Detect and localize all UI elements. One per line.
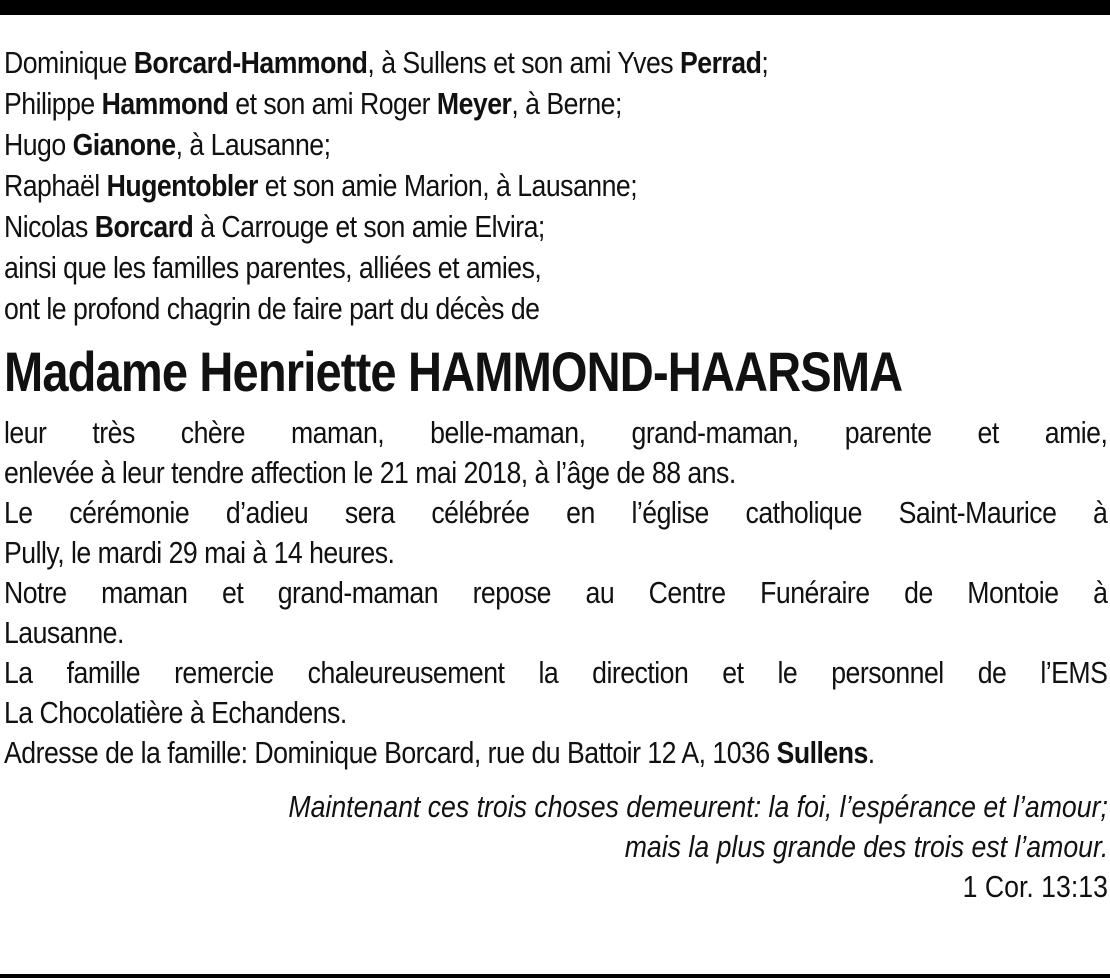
family-text: , à Sullens et son ami Yves: [367, 45, 680, 80]
family-text: à Carrouge et son amie Elvira;: [193, 209, 545, 244]
family-text: ;: [761, 45, 769, 80]
address-text: Adresse de la famille: Dominique Borcard, rue du Battoir 12 A, 1036: [4, 735, 777, 770]
family-line: [4, 42, 1079, 83]
surname: Borcard-Hammond: [133, 45, 368, 80]
quote-reference: 1 Cor. 13:13: [962, 869, 1108, 904]
body-line: Le cérémonie d’adieu sera célébrée en l’église catholique Saint-Maurice à: [4, 495, 1108, 530]
family-line: [4, 288, 1079, 329]
family-text: ont le profond chagrin de faire part du décès de: [4, 291, 540, 326]
family-text: Dominique: [4, 45, 134, 80]
family-line: [4, 124, 1079, 165]
deceased-name: Madame Henriette HAMMOND-HAARSMA: [4, 340, 903, 403]
family-line: [4, 247, 1079, 288]
family-text: Raphaël: [4, 168, 107, 203]
body-line: Notre maman et grand-maman repose au Centre Funéraire de Montoie à: [4, 575, 1108, 610]
surname: Borcard: [94, 209, 194, 244]
family-text: Philippe: [4, 86, 102, 121]
family-list: [4, 42, 1108, 329]
quote-line: mais la plus grande des trois est l’amour.: [624, 829, 1108, 864]
surname: Gianone: [72, 127, 176, 162]
surname: Meyer: [436, 86, 512, 121]
family-text: ainsi que les familles parentes, alliées et amies,: [4, 250, 542, 285]
surname: Hammond: [101, 86, 229, 121]
body-line: leur très chère maman, belle-maman, grand-maman, parente et amie,: [4, 415, 1108, 450]
surname: Hugentobler: [106, 168, 258, 203]
family-text: , à Berne;: [511, 86, 622, 121]
surname: Perrad: [679, 45, 762, 80]
family-text: Nicolas: [4, 209, 95, 244]
family-line: [4, 206, 1079, 247]
family-address: [4, 733, 1107, 773]
body-line: La famille remercie chaleureusement la direction et le personnel de l’EMS: [4, 655, 1108, 690]
body-line: Pully, le mardi 29 mai à 14 heures.: [4, 535, 395, 570]
family-text: et son amie Marion, à Lausanne;: [257, 168, 638, 203]
quote-line: Maintenant ces trois choses demeurent: la foi, l’espérance et l’amour;: [288, 789, 1108, 824]
body-line: enlevée à leur tendre affection le 21 mai 2018, à l’âge de 88 ans.: [4, 455, 736, 490]
announcement-body: [4, 413, 1108, 773]
bottom-rule: [0, 974, 1110, 978]
body-line: La Chocolatière à Echandens.: [4, 695, 347, 730]
address-town: Sullens: [776, 735, 868, 770]
body-lines: [4, 413, 1107, 773]
family-line: [4, 83, 1079, 124]
address-end: .: [867, 735, 875, 770]
family-line: [4, 165, 1079, 206]
obituary-notice: [4, 42, 1108, 907]
body-line: Lausanne.: [4, 615, 124, 650]
family-text: et son ami Roger: [228, 86, 437, 121]
bible-quote: [4, 787, 1108, 867]
family-text: , à Lausanne;: [175, 127, 331, 162]
family-text: Hugo: [4, 127, 73, 162]
top-rule: [0, 0, 1110, 15]
